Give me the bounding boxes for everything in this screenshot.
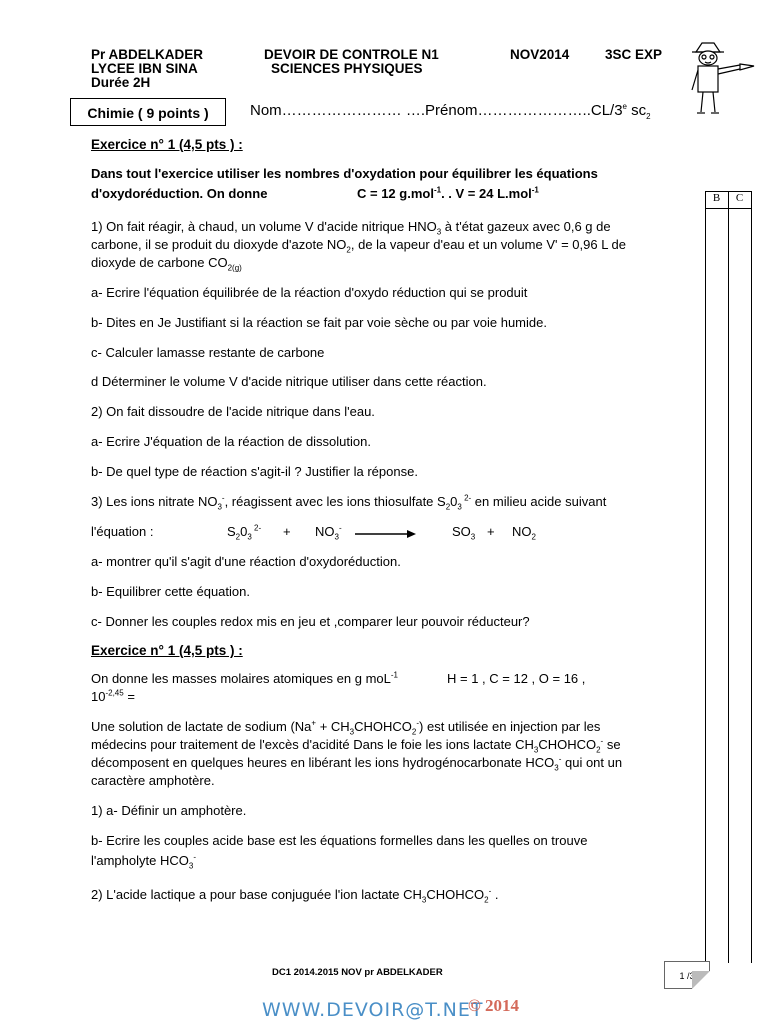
ex2-para-line2: médecins pour traitement de l'excès d'acidité Dans le foie les ions lactate $CH_3CHOHCO_2^-$ se [91, 736, 621, 755]
ex1-q3a: a- montrer qu'il s'agit d'une réaction d'oxydoréduction. [91, 554, 401, 569]
grading-column-line [751, 191, 752, 963]
ex1-q2b: b- De quel type de réaction s'agit-il ? Justifier la réponse. [91, 464, 418, 479]
grading-col-b: B [712, 192, 721, 204]
ex1-q3b: b- Equilibrer cette équation. [91, 584, 250, 599]
ex2-para-line4: caractère amphotère. [91, 773, 215, 788]
exam-class: 3SC EXP [605, 47, 663, 62]
ex2-molar-values: H = 1 , C = 12 , O = 16 , [447, 671, 586, 686]
ex1-given-constants: C = 12 g.mol$^{-1}$. . V = 24 L.mol$^{-1}$ [357, 185, 539, 201]
ex2-q1b-line1: b- Ecrire les couples acide base est les équations formelles dans les quelles on trouve [91, 833, 588, 848]
ex2-power-value: $10^{-2,45}$ = [91, 688, 135, 704]
grading-column-line [728, 191, 729, 963]
ex1-intro-line1: Dans tout l'exercice utiliser les nombres d'oxydation pour équilibrer les équations [91, 166, 598, 181]
equation-product-so3: $SO_3$ [452, 524, 476, 542]
ex1-q1a: a- Ecrire l'équation équilibrée de la réaction d'oxydo réduction qui se produit [91, 285, 528, 300]
school-name: LYCEE IBN SINA [91, 61, 198, 76]
ex2-para-line1: Une solution de lactate de sodium $(Na^+ + CH_3CHOHCO_2^-)$ est utilisée en injection par les [91, 718, 601, 737]
ex1-q1-line2: carbone, il se produit du dioxyde d'azote $NO_2$, de la vapeur d'eau et un volume V' = 0,96 L de [91, 237, 627, 255]
equation-plus: + [487, 524, 495, 539]
ex1-equation-label: l'équation : [91, 524, 154, 539]
section-chimie-box: Chimie ( 9 points ) [70, 98, 226, 126]
page-number: 1 /3 [679, 971, 695, 981]
exercise-1-title: Exercice n° 1 (4,5 pts ) : [91, 137, 243, 152]
pointing-figure-icon [688, 40, 760, 120]
exam-duration: Durée 2H [91, 75, 151, 90]
teacher-name: Pr ABDELKADER [91, 47, 204, 62]
grading-col-c: C [735, 192, 744, 204]
ex1-intro-line2: d'oxydoréduction. On donne [91, 186, 268, 201]
ex1-q1b: b- Dites en Je Justifiant si la réaction se fait par voie sèche ou par voie humide. [91, 315, 547, 330]
ex1-q1-line1: 1) On fait réagir, à chaud, un volume V d'acide nitrique $HNO_3$ à t'état gazeux avec 0,6 g de [91, 219, 611, 237]
student-identity-line: Nom…………………… ….Prénom…………………..CL/3e $sc_2$ [250, 102, 651, 121]
watermark-copyright: © 2014 [468, 996, 519, 1015]
exam-title: DEVOIR DE CONTROLE N1 [264, 47, 439, 62]
reaction-arrow-icon [355, 528, 417, 540]
ex2-q1b-line2: l'ampholyte $HCO_3^-$ [91, 852, 196, 871]
exam-date: NOV2014 [510, 47, 570, 62]
equation-product-no2: $NO_2$ [512, 524, 536, 542]
ex1-q2a: a- Ecrire J'équation de la réaction de dissolution. [91, 434, 371, 449]
ex1-q1d: d Déterminer le volume V d'acide nitrique utiliser dans cette réaction. [91, 374, 487, 389]
ex1-q2: 2) On fait dissoudre de l'acide nitrique dans l'eau. [91, 404, 375, 419]
equation-reactant-nitrate: $NO_3^-$ [315, 523, 342, 542]
exercise-2-title: Exercice n° 1 (4,5 pts ) : [91, 643, 243, 658]
ex2-q1a: 1) a- Définir un amphotère. [91, 803, 247, 818]
watermark-url: WWW.DEVOIR@T.NET [262, 999, 484, 1021]
ex1-q3: 3) Les ions nitrate $NO_3^-$, réagissent avec les ions thiosulfate $S_20_3$ $^{2-}$ en milieu acide suivant [91, 493, 607, 512]
ex2-q2: 2) L'acide lactique a pour base conjuguée l'ion lactate $CH_3CHOHCO_2^-$ . [91, 886, 499, 905]
equation-plus: + [283, 524, 291, 539]
ex1-q3c: c- Donner les couples redox mis en jeu et ,comparer leur pouvoir réducteur? [91, 614, 530, 629]
ex2-para-line3: décomposent en quelques heures en libérant les ions hydrogénocarbonate $HCO_3^-$ qui ont un [91, 754, 623, 773]
equation-reactant-thiosulfate: $S_20_3$ $^{2-}$ [227, 523, 262, 542]
page-number-box [664, 961, 710, 989]
ex1-q1-line3: dioxyde de carbone $CO_{2(g)}$ [91, 255, 242, 273]
grading-column-line [705, 191, 706, 963]
page-curl-icon [692, 971, 710, 989]
footer-text: DC1 2014.2015 NOV pr ABDELKADER [272, 967, 443, 978]
ex2-molar-masses: On donne les masses molaires atomiques en g moL$^{-1}$ [91, 670, 399, 686]
ex1-q1c: c- Calculer lamasse restante de carbone [91, 345, 325, 360]
exam-subject: SCIENCES PHYSIQUES [271, 61, 423, 76]
